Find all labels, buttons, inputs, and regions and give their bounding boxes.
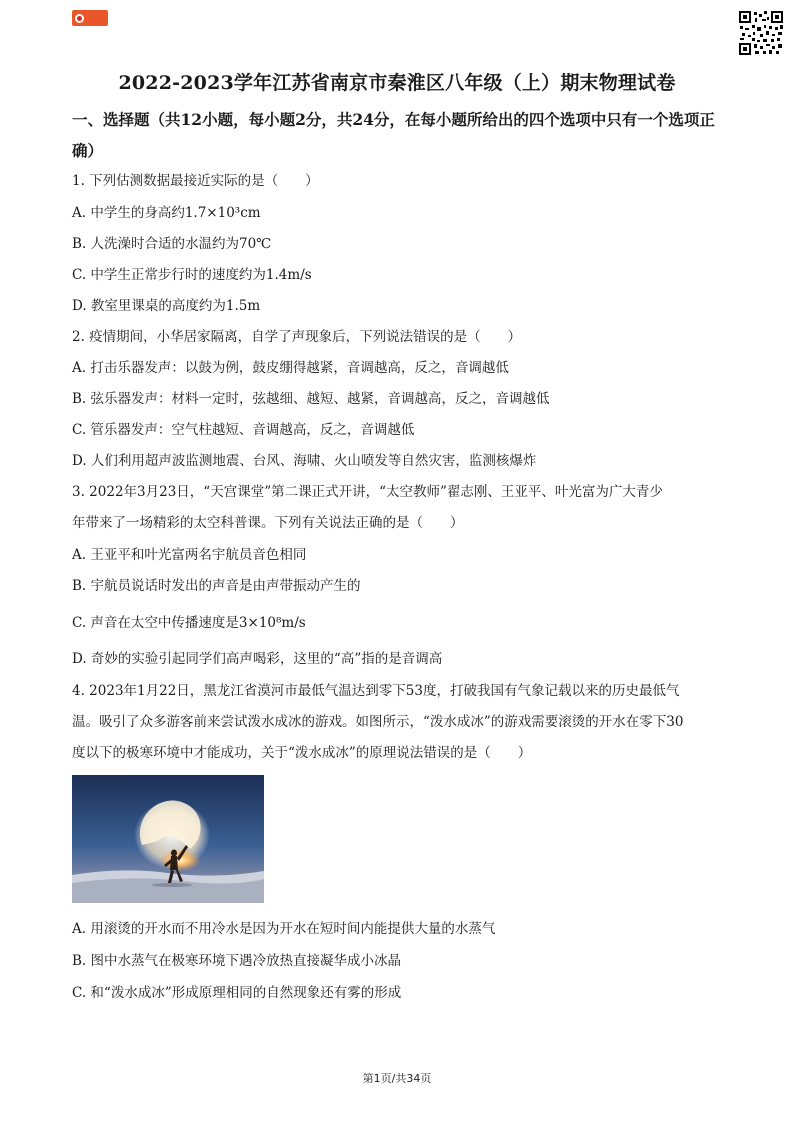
question-1-stem: 1. 下列估测数据最接近实际的是（ ） — [72, 173, 319, 189]
q4-option-a: A. 用滚烫的开水而不用冷水是因为开水在短时间内能提供大量的水蒸气 — [72, 921, 496, 937]
question-3-stem-line-1: 3. 2022年3月23日，“天宫课堂”第二课正式开讲，“太空教师”翟志刚、王亚平、叶光富为广大青少 — [72, 484, 663, 500]
page-number: 第1页/共34页 — [362, 1072, 432, 1085]
qr-code-icon — [738, 10, 784, 56]
question-4-stem-line-2: 温。吸引了众多游客前来尝试泼水成冰的游戏。如图所示，“泼水成冰”的游戏需要滚烫的开水在零下30 — [72, 714, 684, 730]
q1-option-d: D. 教室里课桌的高度约为1.5m — [72, 298, 261, 314]
q1-option-b: B. 人洗澡时合适的水温约为70℃ — [72, 236, 272, 252]
q1-option-c: C. 中学生正常步行时的速度约为1.4m/s — [72, 267, 312, 283]
q3-option-a: A. 王亚平和叶光富两名宇航员音色相同 — [72, 547, 307, 563]
q3-option-d: D. 奇妙的实验引起同学们高声喝彩，这里的“高”指的是音调高 — [72, 651, 443, 667]
logo-mark-icon — [75, 14, 84, 23]
water-splash-photo — [72, 775, 264, 903]
q2-option-c: C. 管乐器发声：空气柱越短、音调越高，反之，音调越低 — [72, 422, 415, 438]
publisher-logo — [72, 10, 108, 26]
q4-option-b: B. 图中水蒸气在极寒环境下遇冷放热直接凝华成小冰晶 — [72, 953, 402, 969]
question-4-stem-line-3: 度以下的极寒环境中才能成功，关于“泼水成冰”的原理说法错误的是（ ） — [72, 745, 532, 761]
q3-option-b: B. 宇航员说话时发出的声音是由声带振动产生的 — [72, 578, 361, 594]
question-4-stem-line-1: 4. 2023年1月22日，黑龙江省漠河市最低气温达到零下53度，打破我国有气象记载以来的历史最低气 — [72, 683, 680, 699]
q2-option-a: A. 打击乐器发声：以鼓为例，鼓皮绷得越紧，音调越高，反之，音调越低 — [72, 360, 509, 376]
q4-option-c: C. 和“泼水成冰”形成原理相同的自然现象还有雾的形成 — [72, 985, 402, 1001]
q2-option-b: B. 弦乐器发声：材料一定时，弦越细、越短、越紧，音调越高，反之，音调越低 — [72, 391, 550, 407]
question-3-stem-line-2: 年带来了一场精彩的太空科普课。下列有关说法正确的是（ ） — [72, 515, 464, 531]
document-title: 2022-2023学年江苏省南京市秦淮区八年级（上）期末物理试卷 — [118, 72, 676, 94]
q2-option-d: D. 人们利用超声波监测地震、台风、海啸、火山喷发等自然灾害，监测核爆炸 — [72, 453, 537, 469]
question-2-stem: 2. 疫情期间，小华居家隔离，自学了声现象后，下列说法错误的是（ ） — [72, 329, 522, 345]
q1-option-a: A. 中学生的身高约1.7×10³cm — [72, 205, 261, 221]
section-heading: 一、选择题（共12小题，每小题2分，共24分，在每小题所给出的四个选项中只有一个选项正确） — [72, 110, 715, 160]
q3-option-c: C. 声音在太空中传播速度是3×10⁸m/s — [72, 615, 306, 631]
